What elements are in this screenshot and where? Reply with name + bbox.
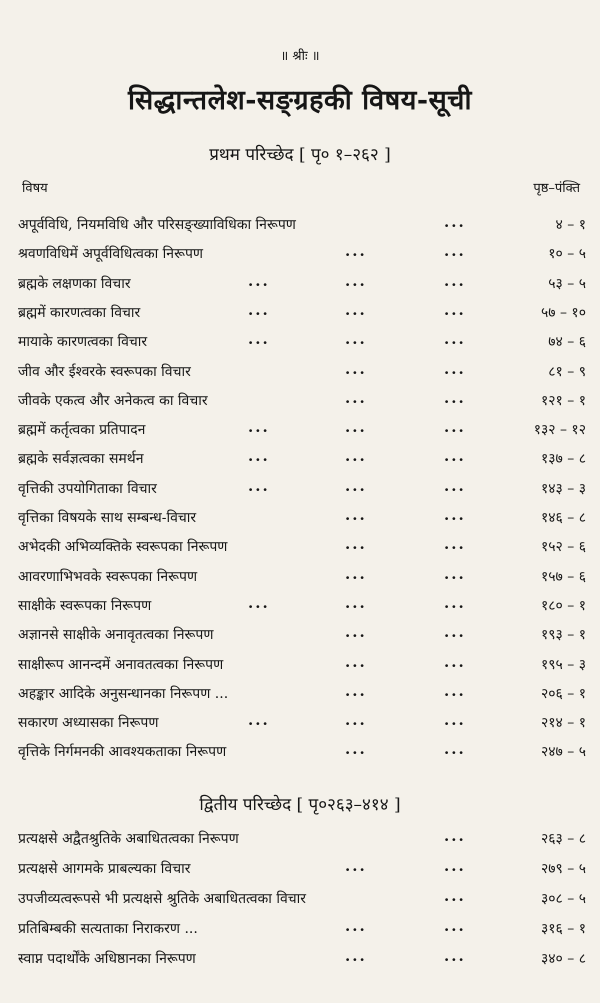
index-entry [0,449,600,477]
entry-page-line: ५७ – १० [540,304,586,321]
entry-topic: जीवके एकत्व और अनेकत्व का विचार [18,392,208,409]
entry-topic: प्रत्यक्षसे अद्वैतश्रुतिके अबाधितत्वका निरूपण [18,831,239,847]
leader-dots: ... [444,887,466,905]
entry-page-line: २०६ – १ [540,685,586,702]
index-entry [0,244,600,272]
leader-dots: ... [345,418,367,437]
entry-topic: ब्रह्मके लक्षणका विचार [18,275,131,292]
index-entry [0,508,600,536]
index-entry [0,359,600,390]
entry-page-line: ३४० – ८ [540,951,586,967]
leader-dots: ... [444,388,466,407]
entry-page-line: ५३ – ५ [548,275,586,292]
leader-dots: ... [345,652,367,671]
entry-page-line: १९५ – ३ [540,656,586,673]
index-entry [0,713,600,741]
entry-page-line: २१४ – १ [540,715,586,732]
leader-dots: ... [444,535,466,554]
leader-dots: ... [345,857,367,875]
entry-page-line: ७४ – ६ [548,334,586,351]
entry-page-line: १४६ – ८ [540,510,586,526]
leader-dots: ... [444,947,466,965]
leader-dots: ... [345,711,367,730]
entry-page-line: २६३ – ८ [540,831,586,847]
leader-dots: ... [345,535,367,554]
leader-dots: ... [444,359,466,378]
entry-topic: अपूर्वविधि, नियमविधि और परिसङ्ख्याविधिका निरूपण [18,217,296,233]
leader-dots: ... [444,476,466,495]
entry-topic: वृत्तिकी उपयोगिताका विचार [18,480,157,497]
leader-dots: ... [444,827,466,845]
leader-dots: ... [444,506,466,524]
index-entry [0,271,600,302]
leader-dots: ... [345,593,367,612]
column-header-subject: विषय [22,181,48,196]
leader-dots: ... [248,447,270,466]
entry-topic: मायाके कारणत्वका विचार [18,334,148,351]
leader-dots: ... [444,711,466,730]
leader-dots: ... [248,330,270,349]
leader-dots: ... [444,213,466,231]
index-entry [0,332,600,360]
entry-topic: अभेदकी अभिव्यक्तिके स्वरूपका निरूपण [18,539,228,556]
leader-dots: ... [345,740,367,759]
leader-dots: ... [345,447,367,466]
entry-topic: उपजीव्यत्वरूपसे भी प्रत्यक्षसे श्रुतिके अबाधितत्वका विचार [18,891,307,907]
entry-topic: साक्षीके स्वरूपका निरूपण [18,597,152,614]
entry-page-line: १५७ – ६ [540,568,586,585]
entry-topic: वृत्तिका विषयके साथ सम्बन्ध-विचार [18,510,197,526]
leader-dots: ... [444,242,466,261]
leader-dots: ... [444,623,466,642]
leader-dots: ... [345,300,367,319]
leader-dots: ... [444,857,466,875]
entry-topic: वृत्तिके निर्गमनकी आवश्यकताका निरूपण [18,744,227,761]
index-entry [0,564,600,595]
entry-page-line: १३२ – १२ [533,422,586,439]
entry-topic: अहङ्कार आदिके अनुसन्धानका निरूपण ... [18,685,229,702]
index-entry [0,949,600,977]
leader-dots: ... [444,593,466,612]
entry-topic: आवरणाभिभवके स्वरूपका निरूपण [18,568,198,585]
leader-dots: ... [345,564,367,583]
entry-topic: ब्रह्मके सर्वज्ञत्वका समर्थन [18,451,144,468]
leader-dots: ... [345,271,367,290]
column-header-page-line: पृष्ठ–पंक्ति [533,181,580,196]
leader-dots: ... [444,681,466,700]
leader-dots: ... [444,271,466,290]
entry-page-line: १४३ – ३ [540,480,586,497]
index-entry [0,742,600,770]
section-heading-1: प्रथम परिच्छेद [ पृ० १–२६२ ] [209,145,391,165]
leader-dots: ... [444,418,466,437]
leader-dots: ... [345,681,367,700]
index-entry [0,215,600,243]
entry-page-line: १५२ – ६ [540,539,586,556]
entry-page-line: ३१६ – १ [540,921,586,937]
leader-dots: ... [444,564,466,583]
index-entry [0,625,600,653]
index-entry [0,889,600,917]
leader-dots: ... [345,506,367,524]
leader-dots: ... [444,652,466,671]
leader-dots: ... [345,242,367,261]
entry-page-line: १९३ – १ [540,627,586,644]
entry-page-line: ३०८ – ५ [540,891,586,907]
index-entry [0,593,600,624]
page-title: सिद्धान्तलेश-सङ्ग्रहकी विषय-सूची [128,85,472,116]
entry-page-line: २७९ – ५ [540,861,586,877]
index-entry [0,300,600,331]
entry-topic: ब्रह्ममें कर्तृत्वका प्रतिपादन [18,422,146,439]
entry-page-line: ८१ – ९ [548,363,586,380]
index-entry [0,476,600,507]
leader-dots: ... [248,418,270,437]
section-heading-2: द्वितीय परिच्छेद [ पृ०२६३–४१४ ] [199,795,401,815]
index-entry [0,537,600,565]
entry-page-line: १८० – १ [540,597,586,614]
entry-page-line: २४७ – ५ [540,744,586,761]
leader-dots: ... [248,271,270,290]
leader-dots: ... [444,330,466,349]
leader-dots: ... [444,740,466,759]
leader-dots: ... [345,388,367,407]
index-entry [0,859,600,887]
entry-topic: जीव और ईश्वरके स्वरूपका विचार [18,363,191,380]
entry-topic: श्रवणविधिमें अपूर्वविधित्वका निरूपण [18,246,204,263]
leader-dots: ... [444,300,466,319]
leader-dots: ... [345,476,367,495]
leader-dots: ... [345,947,367,965]
entry-topic: प्रत्यक्षसे आगमके प्राबल्यका विचार [18,861,191,877]
entry-topic: स्वाप्न पदार्थोंके अधिष्ठानका निरूपण [18,951,196,967]
index-entry [0,681,600,712]
leader-dots: ... [444,447,466,466]
leader-dots: ... [444,917,466,935]
leader-dots: ... [345,330,367,349]
index-entry [0,420,600,448]
leader-dots: ... [345,359,367,378]
entry-topic: अज्ञानसे साक्षीके अनावृतत्वका निरूपण [18,627,214,644]
leader-dots: ... [248,711,270,730]
index-entry [0,388,600,419]
invocation: ॥ श्रीः ॥ [280,49,320,64]
index-entry [0,919,600,947]
leader-dots: ... [345,623,367,642]
entry-topic: साक्षीरूप आनन्दमें अनावतत्वका निरूपण [18,656,224,673]
index-entry [0,652,600,683]
leader-dots: ... [248,476,270,495]
leader-dots: ... [345,917,367,935]
entry-page-line: १० – ५ [548,246,586,263]
leader-dots: ... [248,300,270,319]
leader-dots: ... [248,593,270,612]
entry-topic: ब्रह्ममें कारणत्वका विचार [18,304,141,321]
entry-page-line: १२१ – १ [540,392,586,409]
entry-topic: सकारण अध्यासका निरूपण [18,715,159,732]
entry-page-line: १३७ – ८ [540,451,586,468]
entry-page-line: ४ – १ [555,217,586,233]
index-entry [0,829,600,857]
entry-topic: प्रतिबिम्बकी सत्यताका निराकरण ... [18,921,198,937]
